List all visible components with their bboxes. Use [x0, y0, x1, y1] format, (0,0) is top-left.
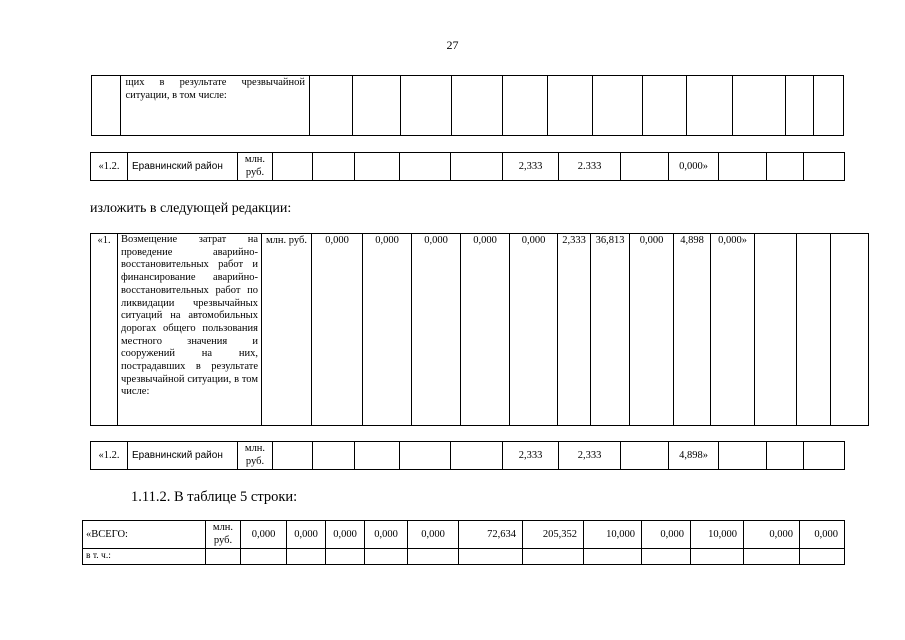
value-cell	[355, 153, 400, 181]
value-cell	[273, 153, 313, 181]
value-cell: 0,000»	[711, 234, 755, 426]
cell-empty	[310, 76, 353, 136]
row-description: Возмещение затрат на проведение аварийно-восстановительных работ и финансирование аварийно-восстановительных работ по ликвидации чрезвычайных ситуаций на автомобильных дорогах общего пользования местного значения и сооружений на них, пострадавших в результате чрезвычайной ситуации, в том числе:	[118, 234, 262, 426]
row-number: «1.2.	[91, 153, 128, 181]
value-cell	[400, 442, 451, 470]
cell-empty	[206, 549, 241, 565]
value-cell	[621, 442, 669, 470]
value-cell: 0,000	[287, 521, 326, 549]
value-cell	[719, 153, 767, 181]
cell-empty	[744, 549, 800, 565]
value-cell: 72,634	[459, 521, 523, 549]
cell-empty	[642, 76, 686, 136]
cell-empty	[733, 76, 786, 136]
value-cell: 2,333	[503, 442, 559, 470]
value-cell: 0,000	[642, 521, 691, 549]
cell-empty	[804, 153, 845, 181]
cell-empty	[547, 76, 592, 136]
cell-empty	[691, 549, 744, 565]
table-row-old-1-2	[90, 152, 845, 181]
cell-empty	[814, 76, 844, 136]
value-cell: 0,000	[408, 521, 459, 549]
value-cell: 205,352	[523, 521, 584, 549]
value-cell: 4,898»	[669, 442, 719, 470]
value-cell: 0,000	[510, 234, 558, 426]
value-cell: 0,000	[461, 234, 510, 426]
cell-empty	[502, 76, 547, 136]
cell-empty	[287, 549, 326, 565]
value-cell	[451, 442, 503, 470]
value-cell	[755, 234, 797, 426]
cell-empty	[593, 76, 643, 136]
cell-empty	[92, 76, 121, 136]
section-heading: 1.11.2. В таблице 5 строки:	[131, 489, 298, 505]
unit-cell: млн. руб.	[206, 521, 241, 549]
cell-empty	[353, 76, 400, 136]
table-row-new-1-2	[90, 441, 845, 470]
cell-empty	[241, 549, 287, 565]
row-number: «1.	[91, 234, 118, 426]
value-cell: 0,000	[744, 521, 800, 549]
value-cell	[767, 153, 804, 181]
value-cell	[400, 153, 451, 181]
value-cell: 0,000	[363, 234, 412, 426]
cell-empty	[785, 76, 813, 136]
value-cell: 2,333	[559, 442, 621, 470]
value-cell: 2,333	[503, 153, 559, 181]
cell-empty	[642, 549, 691, 565]
cell-empty	[452, 76, 503, 136]
value-cell: 0,000	[412, 234, 461, 426]
value-cell: 10,000	[584, 521, 642, 549]
row-number: «1.2.	[91, 442, 128, 470]
page-number: 27	[446, 38, 459, 52]
value-cell: 36,813	[591, 234, 630, 426]
cell-empty	[400, 76, 452, 136]
value-cell: 0,000»	[669, 153, 719, 181]
value-cell: 0,000	[241, 521, 287, 549]
value-cell: 0,000	[312, 234, 363, 426]
cell-empty	[687, 76, 733, 136]
unit-cell: млн. руб.	[262, 234, 312, 426]
value-cell: 0,000	[365, 521, 408, 549]
district-name: Еравнинский район	[128, 442, 238, 470]
value-cell: 0,000	[326, 521, 365, 549]
unit-cell: млн. руб.	[238, 153, 273, 181]
value-cell: 2,333	[558, 234, 591, 426]
cell-empty	[523, 549, 584, 565]
value-cell: 0,000	[630, 234, 674, 426]
value-cell: 2.333	[559, 153, 621, 181]
instruction-paragraph: изложить в следующей редакции:	[90, 201, 292, 216]
value-cell	[621, 153, 669, 181]
value-cell: 4,898	[674, 234, 711, 426]
value-cell	[719, 442, 767, 470]
cell-empty	[804, 442, 845, 470]
table-5-rows	[82, 520, 845, 565]
table-row-new-1	[90, 233, 869, 426]
value-cell	[273, 442, 313, 470]
cell-empty	[326, 549, 365, 565]
value-cell	[767, 442, 804, 470]
total-label: «ВСЕГО:	[83, 521, 206, 549]
district-name: Еравнинский район	[128, 153, 238, 181]
cell-empty	[408, 549, 459, 565]
value-cell: 0,000	[800, 521, 845, 549]
cell-empty	[365, 549, 408, 565]
value-cell	[355, 442, 400, 470]
table-continuation	[91, 75, 844, 136]
cell-empty	[584, 549, 642, 565]
cell-empty	[831, 234, 869, 426]
value-cell: 10,000	[691, 521, 744, 549]
value-cell	[797, 234, 831, 426]
value-cell	[313, 442, 355, 470]
cell-empty	[459, 549, 523, 565]
row-description: щих в результате чрезвычайной ситуации, в том числе:	[121, 76, 310, 136]
unit-cell: млн. руб.	[238, 442, 273, 470]
including-label: в т. ч.:	[83, 549, 206, 565]
value-cell	[313, 153, 355, 181]
value-cell	[451, 153, 503, 181]
cell-empty	[800, 549, 845, 565]
